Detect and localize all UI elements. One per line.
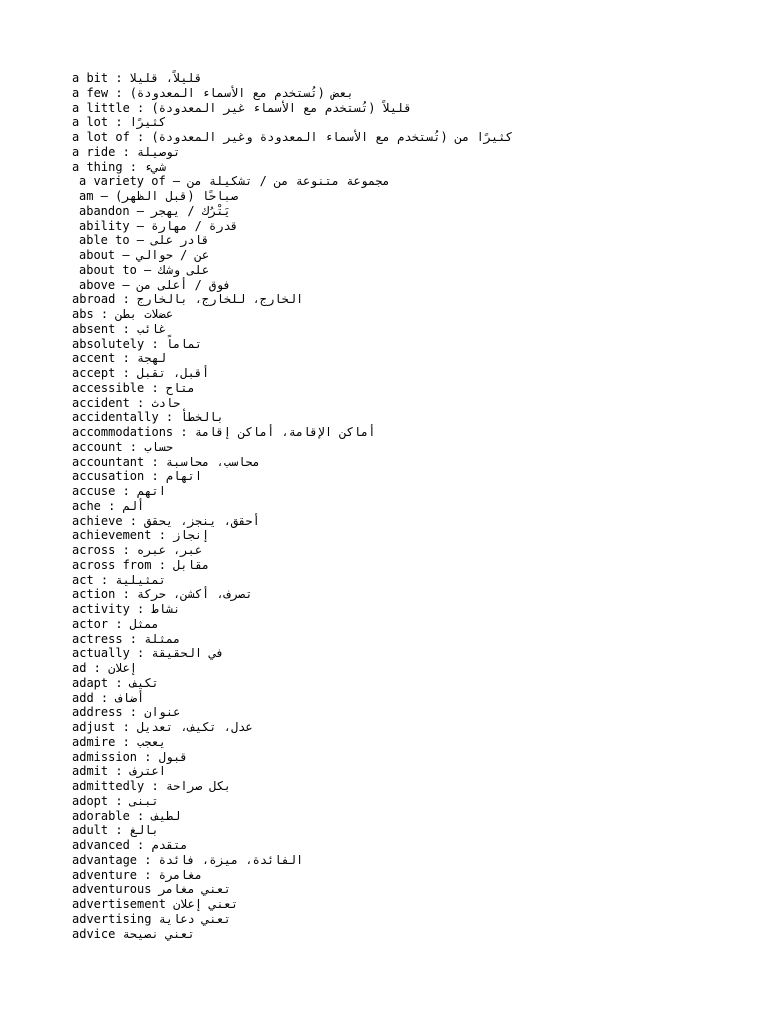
vocabulary-entry: achievement : إنجاز <box>72 528 210 543</box>
vocabulary-entry: a lot : كثيرًا <box>72 115 166 130</box>
vocabulary-entry: accent : لهجة <box>72 351 166 366</box>
vocabulary-entry: adventurous تعني مغامر <box>72 882 231 897</box>
vocabulary-entry: advertising تعني دعاية <box>72 911 231 926</box>
vocabulary-entry: a thing : شيء <box>72 159 166 174</box>
vocabulary-entry: actress : ممثلة <box>72 631 181 646</box>
vocabulary-entry: actor : ممثل <box>72 616 159 631</box>
vocabulary-list <box>72 71 752 941</box>
vocabulary-entry: activity : نشاط <box>72 602 181 616</box>
vocabulary-entry: address : عنوان <box>72 705 181 720</box>
vocabulary-entry: accuse : اتهم <box>72 484 166 498</box>
vocabulary-entry: accommodations : أماكن الإقامة، أماكن إقامة <box>72 425 376 439</box>
vocabulary-entry: am – صباحًا (قبل الظهر) <box>79 189 238 203</box>
vocabulary-entry: adult : بالغ <box>72 823 159 838</box>
vocabulary-entry: a lot of : كثيرًا من (تُستخدم مع الأسماء المعدودة وغير المعدودة) <box>72 130 513 144</box>
vocabulary-entry: adapt : تكيف <box>72 675 159 690</box>
vocabulary-entry: actually : في الحقيقة <box>72 646 224 661</box>
vocabulary-entry: adjust : عدل، تكيف، تعديل <box>72 720 253 734</box>
vocabulary-entry: accountant : محاسب، محاسبة <box>72 454 260 469</box>
vocabulary-entry: advantage : الفائدة، ميزة، فائدة <box>72 852 304 867</box>
vocabulary-entry: admission : قبول <box>72 749 188 764</box>
vocabulary-entry: admire : يعجب <box>72 734 166 749</box>
vocabulary-entry: add : أضاف <box>72 690 145 705</box>
vocabulary-entry: admit : اعترف <box>72 764 166 779</box>
vocabulary-entry: advertisement تعني إعلان <box>72 897 239 911</box>
vocabulary-entry: act : تمثيلية <box>72 572 166 587</box>
vocabulary-entry: about – عن / حوالي <box>79 248 210 262</box>
vocabulary-entry: abroad : الخارج، للخارج، بالخارج <box>72 292 304 307</box>
vocabulary-entry: accident : حادث <box>72 395 181 410</box>
vocabulary-entry: absent : غائب <box>72 321 166 336</box>
vocabulary-entry: adventure : مغامرة <box>72 867 203 882</box>
vocabulary-entry: a few : بعض (تُستخدم مع الأسماء المعدودة) <box>72 85 354 100</box>
vocabulary-entry: achieve : أحقق، ينجز، يحقق <box>72 513 260 528</box>
vocabulary-entry: account : حساب <box>72 439 174 454</box>
vocabulary-entry: across from : مقابل <box>72 557 210 572</box>
vocabulary-entry: accessible : متاح <box>72 380 195 395</box>
vocabulary-entry: accidentally : بالخطأ <box>72 410 224 425</box>
vocabulary-entry: accusation : اتهام <box>72 469 203 484</box>
vocabulary-entry: abs : عضلات بطن <box>72 307 174 321</box>
vocabulary-entry: advanced : متقدم <box>72 838 188 852</box>
vocabulary-entry: a variety of – مجموعة متنوعة من / تشكيلة من <box>79 174 390 189</box>
vocabulary-entry: absolutely : تماماً <box>72 336 203 351</box>
vocabulary-entry: ability – قدرة / مهارة <box>79 218 238 233</box>
vocabulary-entry: abandon – يَتْرُك / يهجر <box>79 203 231 218</box>
vocabulary-entry: ad : إعلان <box>72 661 138 675</box>
vocabulary-entry: advice تعني نصيحة <box>72 926 195 941</box>
vocabulary-entry: above – فوق / أعلى من <box>79 277 231 292</box>
vocabulary-entry: a ride : توصيلة <box>72 144 181 159</box>
vocabulary-entry: action : تصرف، أكشن، حركة <box>72 587 253 602</box>
vocabulary-entry: ache : ألم <box>72 498 145 513</box>
vocabulary-entry: a bit : قليلاً، قليلا <box>72 71 203 85</box>
vocabulary-entry: about to – على وشك <box>79 262 210 277</box>
vocabulary-entry: adopt : تبنى <box>72 793 159 808</box>
vocabulary-entry: able to – قادر على <box>79 233 210 248</box>
vocabulary-entry: accept : أقبل، تقبل <box>72 366 210 380</box>
vocabulary-entry: a little : قليلاً (تُستخدم مع الأسماء غير المعدودة) <box>72 100 412 115</box>
vocabulary-entry: adorable : لطيف <box>72 808 181 823</box>
vocabulary-entry: admittedly : بكل صراحة <box>72 779 231 793</box>
vocabulary-entry: across : عبر، عبره <box>72 543 203 557</box>
